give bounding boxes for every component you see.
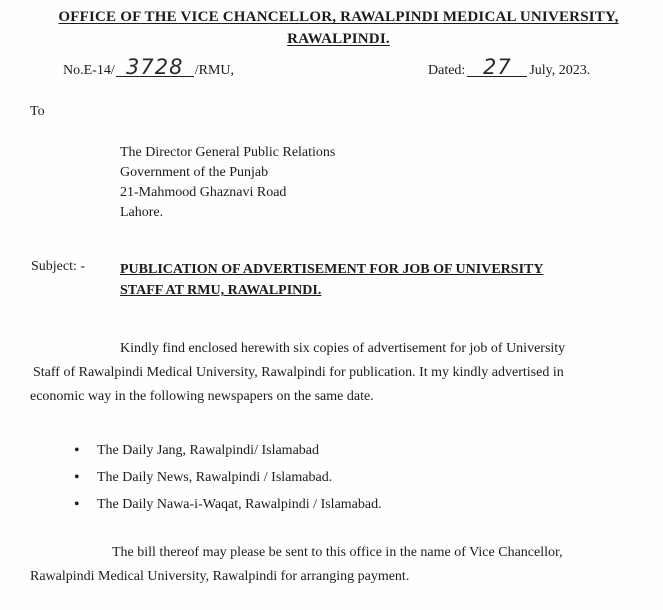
addressee-line: 21-Mahmood Ghaznavi Road [120, 185, 287, 200]
paragraph-line: economic way in the following newspapers on the same date. [30, 389, 374, 404]
paragraph-line: The bill thereof may please be sent to this office in the name of Vice Chancellor, [112, 545, 563, 560]
paragraph-line: Rawalpindi Medical University, Rawalpindi for arranging payment. [30, 569, 410, 584]
paragraph-line: Kindly find enclosed herewith six copies of advertisement for job of University [120, 341, 566, 356]
date-handwritten-day: 27 [467, 58, 527, 77]
to-label: To [30, 104, 45, 119]
letterhead-line-1: OFFICE OF THE VICE CHANCELLOR, RAWALPINDI MEDICAL UNIVERSITY, [58, 9, 619, 25]
subject-line: STAFF AT RMU, RAWALPINDI. [120, 283, 322, 298]
list-item: • The Daily News, Rawalpindi / Islamabad. [70, 468, 382, 495]
reference-prefix: No.E-14/ [63, 63, 115, 78]
addressee-block [120, 143, 335, 223]
body-paragraph-1 [30, 337, 630, 409]
addressee-line: Government of the Punjab [120, 165, 269, 180]
paragraph-line: Staff of Rawalpindi Medical University, Rawalpindi for publication. It my kindly advertised in [33, 365, 564, 380]
letter-date [428, 55, 591, 79]
subject-label: Subject: - [31, 259, 86, 274]
body-paragraph-2 [30, 541, 630, 589]
subject-text [120, 259, 600, 301]
reference-suffix: /RMU, [194, 63, 235, 78]
addressee-line: Lahore. [120, 205, 164, 220]
list-item: • The Daily Jang, Rawalpindi/ Islamabad [70, 441, 382, 468]
addressee-line: The Director General Public Relations [120, 145, 336, 160]
letterhead-line-2: RAWALPINDI. [287, 31, 390, 47]
newspaper-list [70, 441, 382, 522]
reference-number [63, 55, 235, 79]
list-item: • The Daily Nawa-i-Waqat, Rawalpindi / Islamabad. [70, 495, 382, 522]
reference-handwritten-number: 3728 [116, 58, 194, 77]
subject-line: PUBLICATION OF ADVERTISEMENT FOR JOB OF UNIVERSITY [120, 262, 544, 277]
date-label: Dated: [428, 63, 466, 78]
date-month-year: July, 2023. [529, 63, 591, 78]
